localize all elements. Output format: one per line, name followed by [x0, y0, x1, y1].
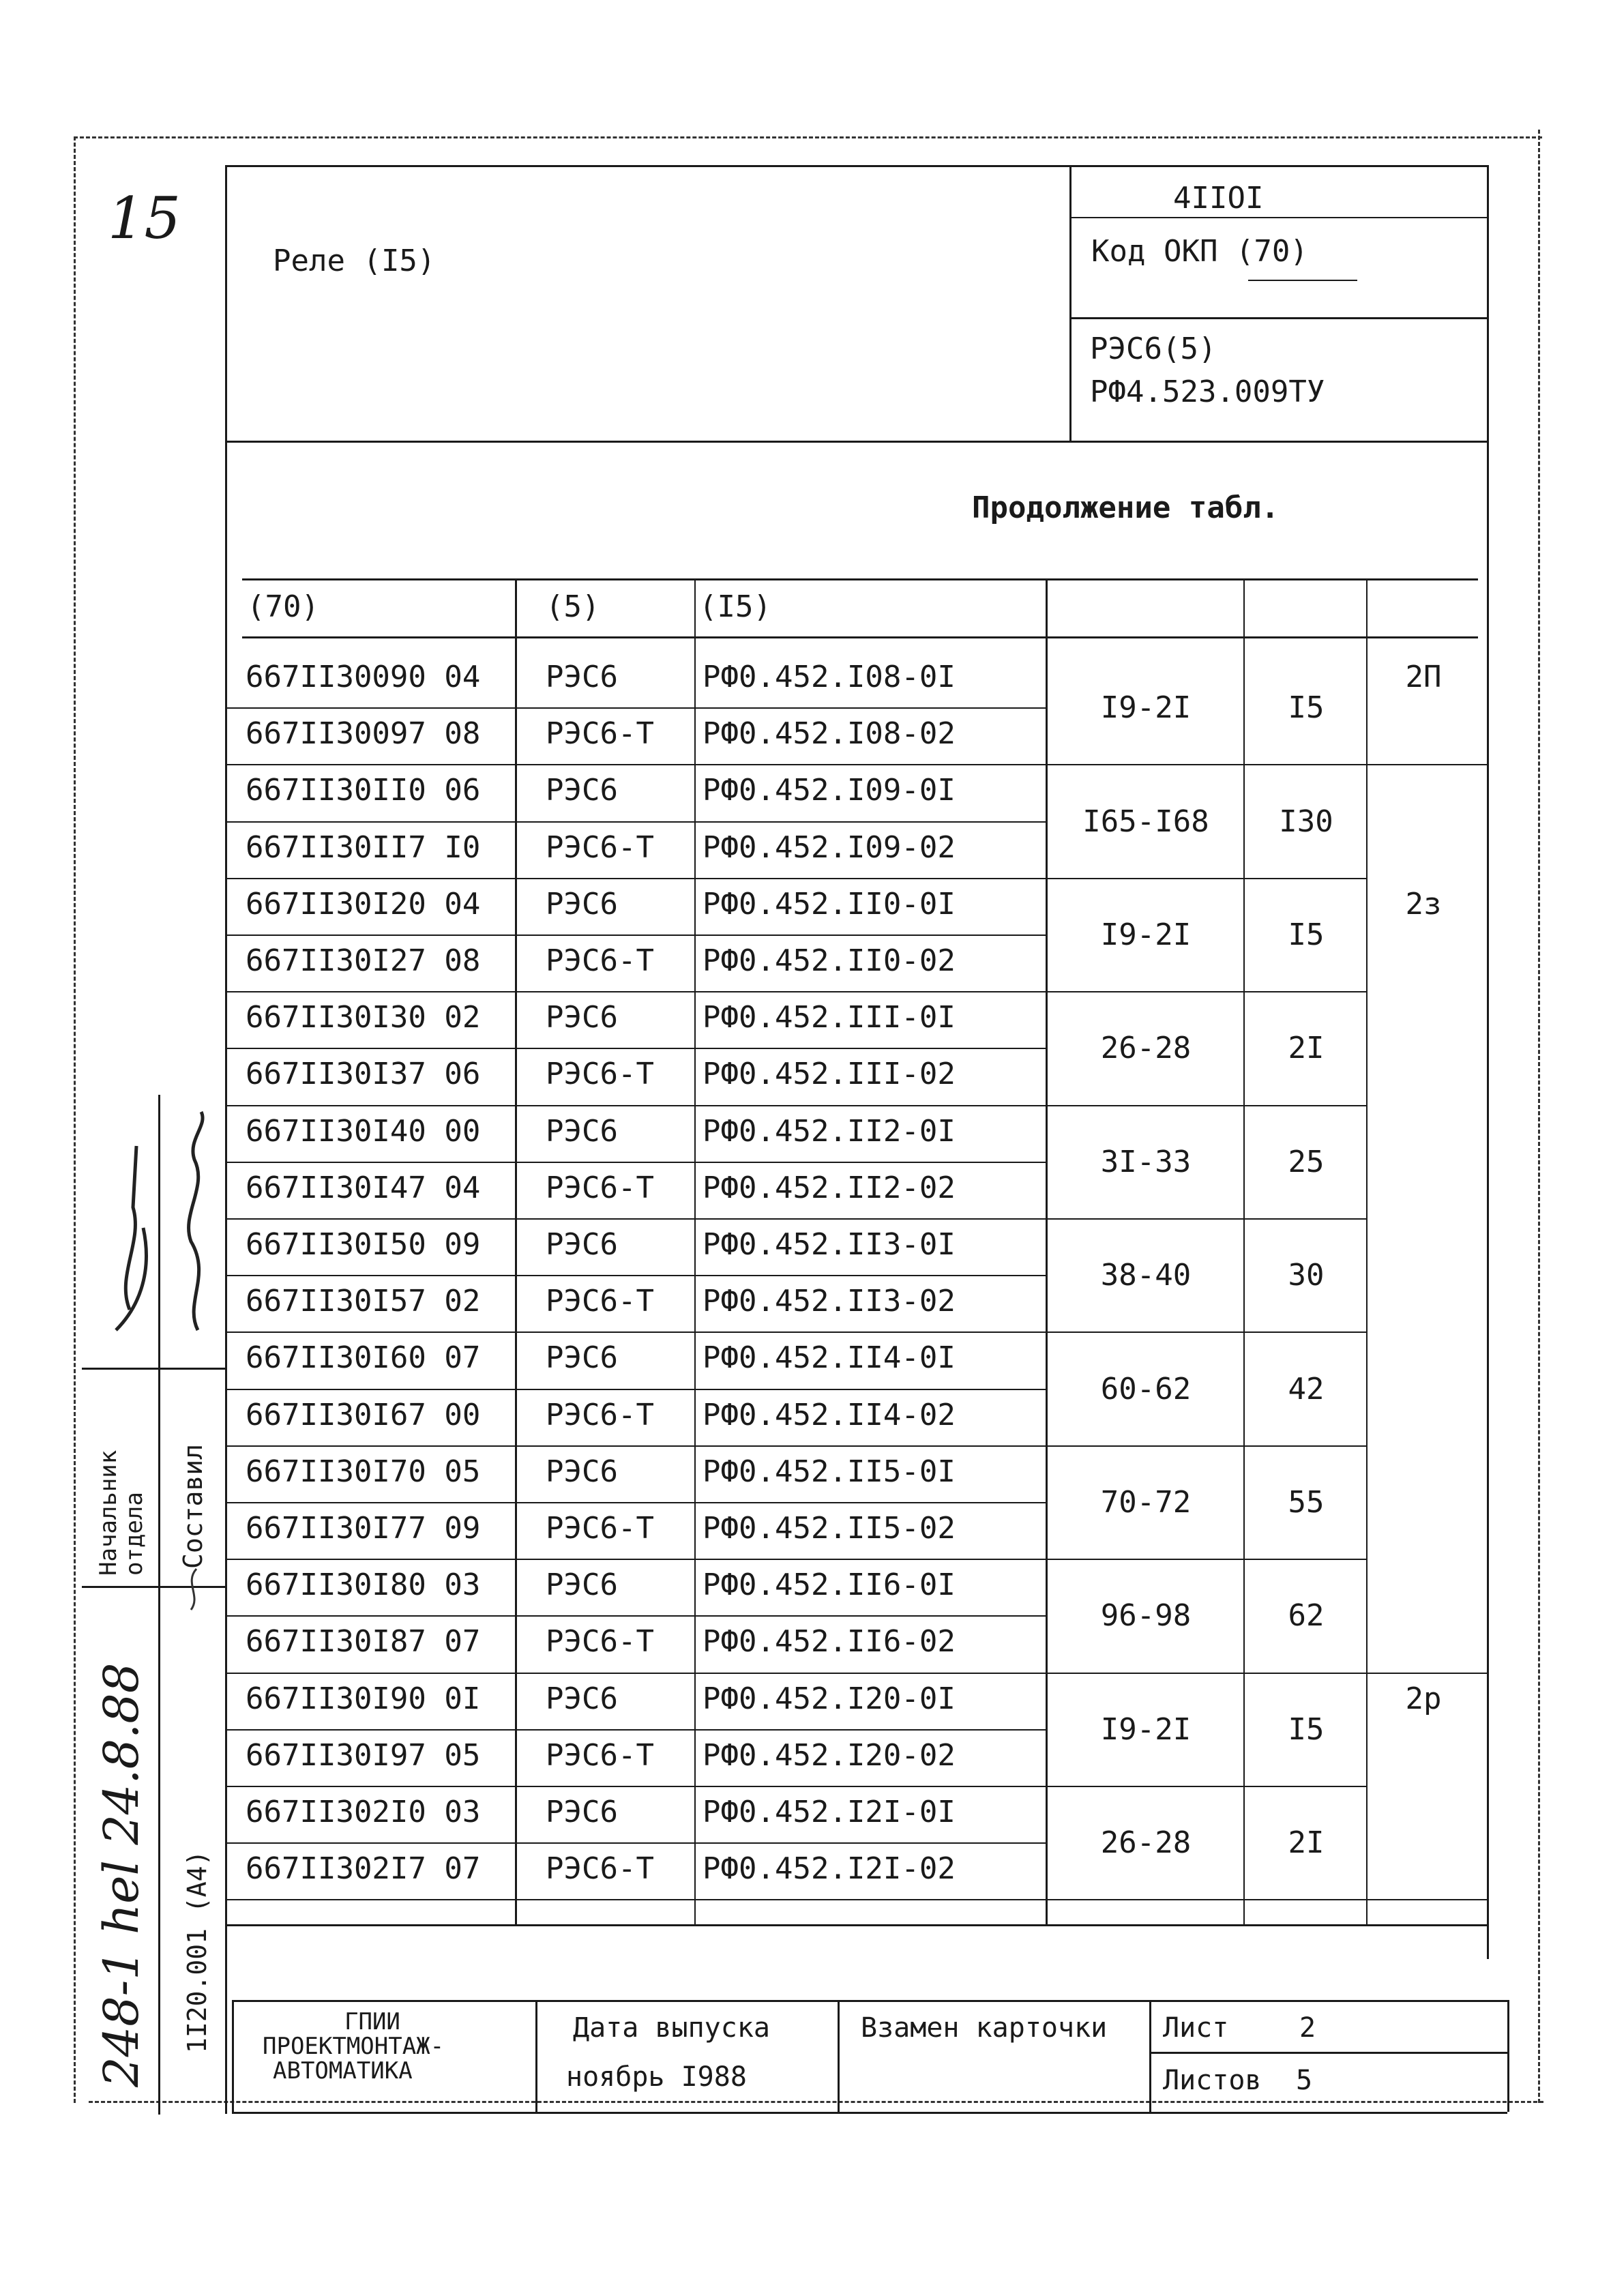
group-value: 30 — [1288, 1258, 1325, 1293]
row-okp-code: 667II30I50 09 — [246, 1227, 481, 1262]
document-code: 1I20.001 (A4) — [182, 1850, 212, 2053]
row-divider — [225, 1502, 1047, 1503]
table-top-border — [242, 578, 1478, 580]
group-range: I9-2I — [1100, 917, 1192, 952]
card-right-border — [1487, 165, 1489, 1959]
sheet-number: 2 — [1299, 2012, 1316, 2044]
row-divider — [225, 991, 1047, 992]
row-passport-number: РФ0.452.III-02 — [703, 1057, 956, 1092]
product-name: РЭС6(5) — [1090, 332, 1217, 366]
contact-divider — [1366, 1899, 1487, 1900]
group-divider — [1046, 1445, 1366, 1447]
row-relay-type: РЭС6-Т — [546, 829, 654, 865]
header-okp-line — [1069, 317, 1487, 319]
group-range: 3I-33 — [1100, 1144, 1192, 1179]
table-header-bottom — [242, 636, 1478, 638]
row-divider — [225, 1331, 1047, 1333]
row-relay-type: РЭС6-Т — [546, 716, 654, 752]
handwritten-date: 248-1 hel 24.8.88 — [93, 1662, 149, 2087]
continuation-label: Продолжение табл. — [972, 490, 1280, 525]
group-divider — [1046, 1899, 1366, 1900]
row-divider — [225, 764, 1047, 765]
row-okp-code: 667II30I37 06 — [246, 1057, 481, 1092]
footer-left-border — [232, 2000, 234, 2112]
group-divider — [1046, 1105, 1366, 1106]
footer-org-2: ПРОЕКТМОНТАЖ- — [263, 2033, 445, 2060]
group-range: 96-98 — [1100, 1598, 1192, 1634]
row-divider — [225, 821, 1047, 823]
group-range: I9-2I — [1100, 690, 1192, 726]
group-value: I5 — [1288, 1711, 1325, 1747]
row-relay-type: РЭС6-Т — [546, 943, 654, 978]
row-okp-code: 667II30II0 06 — [246, 773, 481, 808]
sheet-mark: 15 — [108, 185, 181, 252]
header-top-border — [225, 165, 1487, 167]
row-okp-code: 667II30I20 04 — [246, 886, 481, 922]
group-range: 70-72 — [1100, 1485, 1192, 1520]
group-value: 25 — [1288, 1144, 1325, 1179]
row-passport-number: РФ0.452.II0-0I — [703, 886, 956, 922]
row-relay-type: РЭС6 — [546, 773, 618, 808]
group-range: 38-40 — [1100, 1258, 1192, 1293]
row-okp-code: 667II30I77 09 — [246, 1511, 481, 1546]
row-divider — [225, 1275, 1047, 1276]
group-divider — [1046, 1218, 1366, 1220]
replaces-card-label: Взамен карточки — [861, 2012, 1108, 2044]
contact-group: 2р — [1405, 1681, 1442, 1716]
row-okp-code: 667II30I30 02 — [246, 1000, 481, 1035]
column-header-passport: (I5) — [699, 589, 771, 624]
row-okp-code: 667II30I67 00 — [246, 1397, 481, 1432]
row-relay-type: РЭС6-Т — [546, 1737, 654, 1773]
row-relay-type: РЭС6 — [546, 1000, 618, 1035]
author-initials — [191, 1569, 196, 1610]
column-line-okp — [515, 578, 517, 1924]
group-value: I5 — [1288, 917, 1325, 952]
outer-frame-right — [1538, 130, 1540, 2103]
column-header-type: (5) — [546, 589, 600, 624]
row-relay-type: РЭС6 — [546, 660, 618, 694]
release-date-value: ноябрь I988 — [566, 2061, 747, 2093]
row-relay-type: РЭС6 — [546, 1795, 618, 1829]
group-value: 55 — [1288, 1485, 1325, 1520]
group-divider — [1046, 1331, 1366, 1333]
group-range: I65-I68 — [1082, 804, 1209, 839]
footer-right-border — [1507, 2000, 1509, 2112]
row-divider — [225, 934, 1047, 936]
row-passport-number: РФ0.452.II6-02 — [703, 1624, 956, 1660]
row-divider — [225, 1389, 1047, 1390]
row-passport-number: РФ0.452.I20-0I — [703, 1681, 956, 1716]
group-value: 62 — [1288, 1598, 1325, 1634]
column-line-type — [694, 578, 696, 1924]
group-divider — [1046, 764, 1366, 765]
contact-group: 2з — [1405, 886, 1442, 922]
row-okp-code: 667II30I47 04 — [246, 1170, 481, 1205]
row-divider — [225, 1842, 1047, 1844]
row-passport-number: РФ0.452.II0-02 — [703, 943, 956, 978]
group-divider — [1046, 878, 1366, 879]
code-top: 4IIOI — [1173, 181, 1264, 216]
row-passport-number: РФ0.452.I2I-0I — [703, 1795, 956, 1829]
group-range: 26-28 — [1100, 1031, 1192, 1066]
row-okp-code: 667II30I27 08 — [246, 943, 481, 978]
row-okp-code: 667II30I70 05 — [246, 1454, 481, 1489]
row-divider — [225, 1786, 1047, 1787]
release-date-label: Дата выпуска — [573, 2012, 770, 2044]
okp-label: Код ОКП (70) — [1091, 234, 1308, 269]
sheets-label: Листов — [1163, 2065, 1262, 2096]
row-relay-type: РЭС6 — [546, 1340, 618, 1376]
column-line-passport — [1046, 578, 1048, 1924]
row-relay-type: РЭС6-Т — [546, 1284, 654, 1319]
row-divider — [225, 1615, 1047, 1617]
spec-number: РФ4.523.009ТУ — [1090, 374, 1325, 409]
row-okp-code: 667II30090 04 — [246, 660, 481, 694]
sheet-label: Лист — [1163, 2012, 1229, 2044]
row-passport-number: РФ0.452.I08-02 — [703, 716, 956, 752]
group-divider — [1046, 1559, 1366, 1560]
row-okp-code: 667II30I80 03 — [246, 1568, 481, 1603]
contact-divider — [1366, 1673, 1487, 1674]
row-relay-type: РЭС6 — [546, 1227, 618, 1262]
row-okp-code: 667II30I90 0I — [246, 1681, 481, 1716]
column-line-value — [1366, 578, 1368, 1924]
row-passport-number: РФ0.452.II3-02 — [703, 1284, 956, 1319]
row-okp-code: 667II30I40 00 — [246, 1113, 481, 1149]
head-signature — [116, 1146, 146, 1330]
row-divider — [225, 1162, 1047, 1163]
group-divider — [1046, 991, 1366, 992]
group-range: 26-28 — [1100, 1825, 1192, 1861]
header-bottom-border — [225, 441, 1487, 443]
table-bottom-border — [225, 1924, 1487, 1926]
footer-top-border — [232, 2000, 1507, 2002]
row-relay-type: РЭС6 — [546, 1568, 618, 1603]
row-divider — [225, 1729, 1047, 1731]
row-okp-code: 667II30I57 02 — [246, 1284, 481, 1319]
row-relay-type: РЭС6 — [546, 1454, 618, 1489]
group-value: I5 — [1288, 690, 1325, 726]
row-okp-code: 667II30II7 I0 — [246, 829, 481, 865]
row-relay-type: РЭС6-Т — [546, 1057, 654, 1092]
head-of-department-label: Начальник отдела — [95, 1449, 148, 1576]
row-okp-code: 667II30I60 07 — [246, 1340, 481, 1376]
group-range: 60-62 — [1100, 1371, 1192, 1407]
row-passport-number: РФ0.452.III-0I — [703, 1000, 956, 1035]
group-range: I9-2I — [1100, 1711, 1192, 1747]
footer-divider-3 — [1149, 2000, 1151, 2112]
row-divider — [225, 1445, 1047, 1447]
row-passport-number: РФ0.452.II5-0I — [703, 1454, 956, 1489]
compiled-by-label: Составил — [178, 1443, 208, 1569]
row-relay-type: РЭС6-Т — [546, 1851, 654, 1887]
row-passport-number: РФ0.452.II3-0I — [703, 1227, 956, 1262]
row-passport-number: РФ0.452.II2-02 — [703, 1170, 956, 1205]
row-divider — [225, 1048, 1047, 1049]
row-divider — [225, 1218, 1047, 1220]
outer-frame-top — [74, 136, 1542, 138]
row-passport-number: РФ0.452.I09-02 — [703, 829, 956, 865]
row-passport-number: РФ0.452.II4-02 — [703, 1397, 956, 1432]
row-passport-number: РФ0.452.II5-02 — [703, 1511, 956, 1546]
row-okp-code: 667II30I87 07 — [246, 1624, 481, 1660]
row-passport-number: РФ0.452.I09-0I — [703, 773, 956, 808]
row-relay-type: РЭС6-Т — [546, 1624, 654, 1660]
header-code-line — [1069, 217, 1487, 218]
row-divider — [225, 707, 1047, 709]
row-divider — [225, 1899, 1047, 1900]
footer-sheet-divider — [1149, 2052, 1507, 2054]
card-left-border — [225, 165, 227, 2114]
group-value: I30 — [1279, 804, 1333, 839]
group-divider — [1046, 1786, 1366, 1787]
column-line-range — [1243, 578, 1245, 1924]
row-okp-code: 667II302I7 07 — [246, 1851, 481, 1887]
contact-group: 2П — [1405, 660, 1442, 694]
row-divider — [225, 1559, 1047, 1560]
okp-underline — [1248, 280, 1357, 281]
row-relay-type: РЭС6-Т — [546, 1397, 654, 1432]
row-passport-number: РФ0.452.II4-0I — [703, 1340, 956, 1376]
row-passport-number: РФ0.452.II6-0I — [703, 1568, 956, 1603]
header-divider — [1069, 165, 1071, 441]
row-relay-type: РЭС6 — [546, 1113, 618, 1149]
group-divider — [1046, 1673, 1366, 1674]
group-value: 2I — [1288, 1031, 1325, 1066]
row-relay-type: РЭС6 — [546, 1681, 618, 1716]
row-divider — [225, 878, 1047, 879]
outer-frame-left — [74, 136, 76, 2103]
relay-title: Реле (I5) — [273, 244, 436, 278]
row-okp-code: 667II30097 08 — [246, 716, 481, 752]
footer-org-3: АВТОМАТИКА — [273, 2057, 413, 2085]
contact-divider — [1366, 764, 1487, 765]
group-value: 2I — [1288, 1825, 1325, 1861]
sheets-count: 5 — [1296, 2065, 1313, 2096]
row-passport-number: РФ0.452.I2I-02 — [703, 1851, 956, 1887]
footer-bottom-border — [232, 2112, 1507, 2114]
column-header-okp: (70) — [247, 589, 319, 624]
row-passport-number: РФ0.452.II2-0I — [703, 1113, 956, 1149]
author-signature — [189, 1112, 203, 1330]
footer-divider-2 — [838, 2000, 840, 2112]
row-divider — [225, 1105, 1047, 1106]
row-passport-number: РФ0.452.I08-0I — [703, 660, 956, 694]
row-relay-type: РЭС6-Т — [546, 1170, 654, 1205]
row-relay-type: РЭС6-Т — [546, 1511, 654, 1546]
outer-frame-bottom — [89, 2101, 1543, 2103]
row-passport-number: РФ0.452.I20-02 — [703, 1737, 956, 1773]
group-value: 42 — [1288, 1371, 1325, 1407]
row-okp-code: 667II302I0 03 — [246, 1795, 481, 1829]
row-relay-type: РЭС6 — [546, 886, 618, 922]
footer-divider-1 — [535, 2000, 537, 2112]
signature-marks — [89, 1105, 225, 2265]
row-okp-code: 667II30I97 05 — [246, 1737, 481, 1773]
row-divider — [225, 1673, 1047, 1674]
footer-org-1: ГПИИ — [344, 2008, 400, 2035]
